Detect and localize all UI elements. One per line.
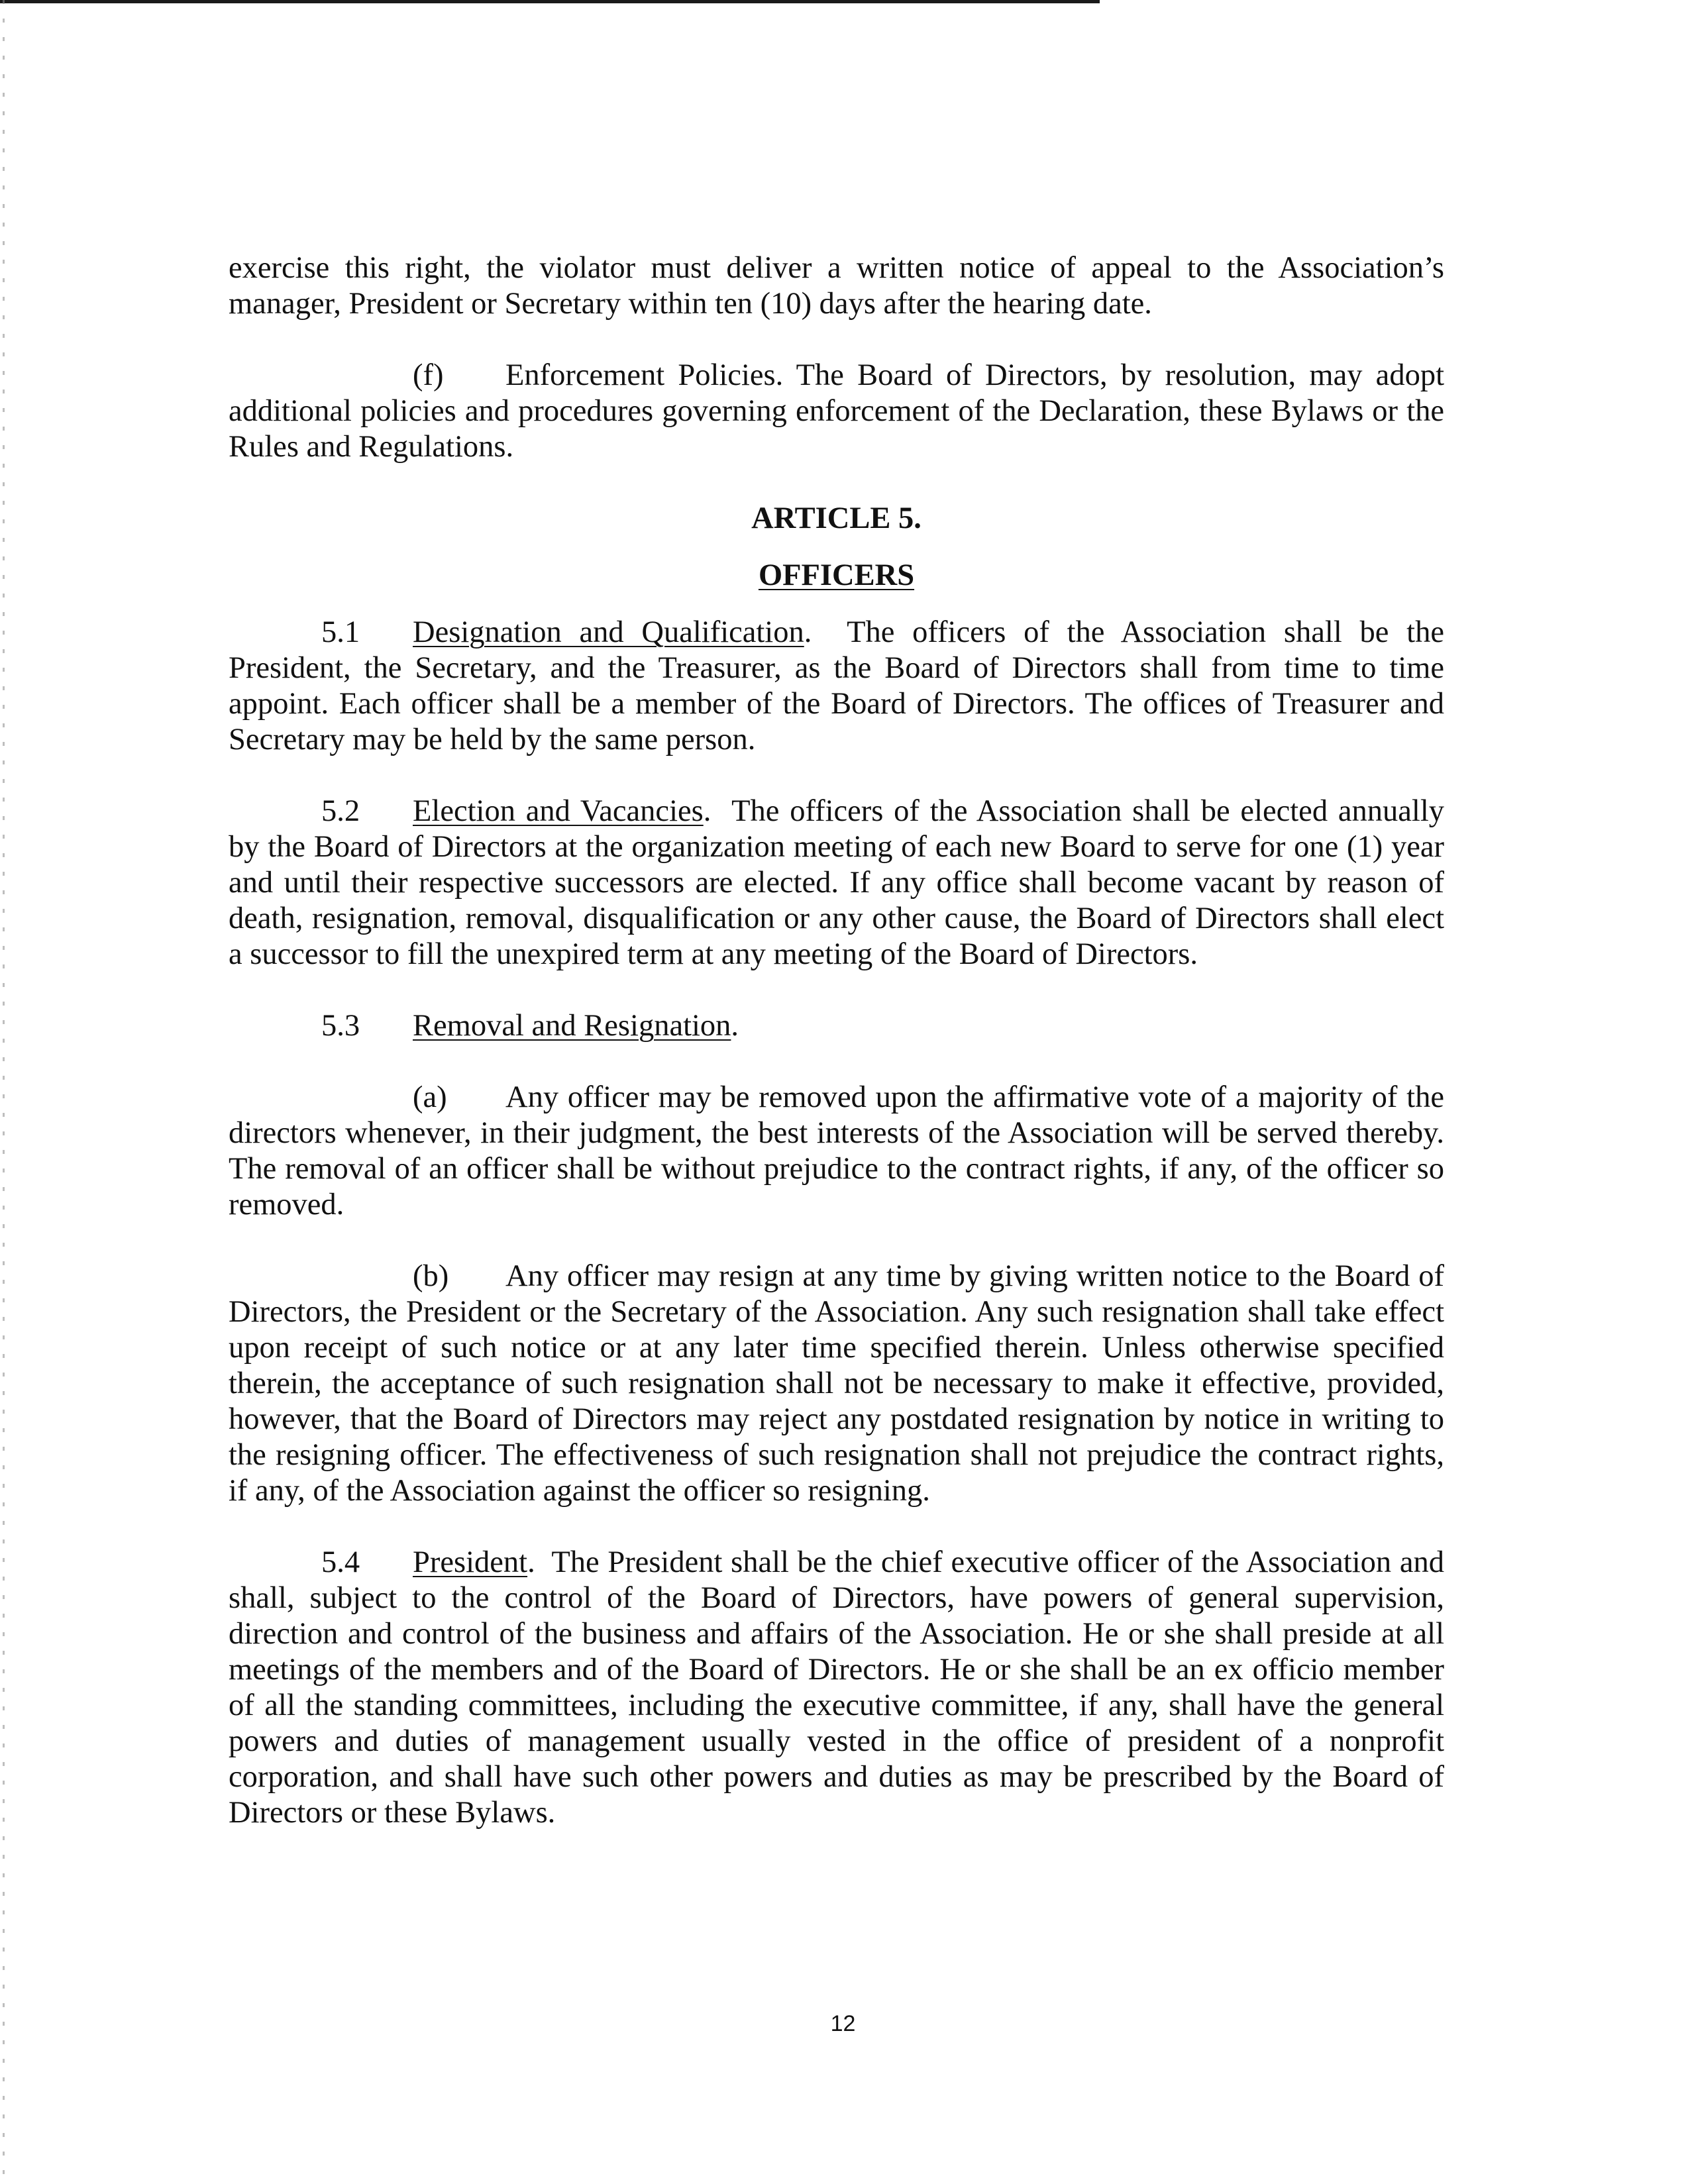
section-5-2-text: The officers of the Association shall be elected annually by the Board of Directors at the organization meeting of each new Board to serve for one (1) year and until their respective successors are elected. If any office shall become vacant by reason of death, resignation, removal, disqualification or any other cause, the Board of Directors shall elect a successor to fill the unexpired term at any meeting of the Board of Directors. xyxy=(229,794,1444,971)
section-5-1-title: Designation and Qualification xyxy=(413,615,804,649)
section-5-4-title: President xyxy=(413,1545,528,1579)
paragraph-f-label: (f) xyxy=(413,358,444,392)
subsection-b xyxy=(229,1259,1444,1509)
scan-left-edge xyxy=(3,0,5,2184)
intro-paragraph: exercise this right, the violator must deliver a written notice of appeal to the Association’s manager, President or Secretary within ten (10) days after the hearing date. xyxy=(229,251,1444,321)
top-border-line xyxy=(0,0,1100,3)
article-number: ARTICLE 5. xyxy=(751,501,922,535)
article-title xyxy=(229,558,1444,594)
subsection-b-label: (b) xyxy=(413,1259,449,1293)
section-5-4-number: 5.4 xyxy=(321,1545,360,1579)
subsection-a-text: Any officer may be removed upon the affirmative vote of a majority of the directors whenever, in their judgment, the best interests of the Association will be served thereby. The removal of an officer shall be without prejudice to the contract rights, if any, of the officer so removed. xyxy=(229,1080,1444,1222)
section-5-1: 5.1 Designation and Qualification. The officers of the Association shall be the President, the Secretary, and the Treasurer, as the Board of Directors shall from time to time appoint. Each officer shall be a member of the Board of Directors. The offices of Treasurer and Secretary may be held by the same person. xyxy=(229,615,1444,756)
section-5-4-text: The President shall be the chief executive officer of the Association and shall, subject to the control of the Board of Directors, have powers of general supervision, direction and control of the business and affairs of the Association. He or she shall preside at all meetings of the members and of the Board of Directors. He or she shall be an ex officio member of all the standing committees, including the executive committee, if any, shall have the general powers and duties of management usually vested in the office of president of a nonprofit corporation, and shall have such other powers and duties as may be prescribed by the Board of Directors or these Bylaws. xyxy=(229,1545,1444,1830)
article-title-text: OFFICERS xyxy=(758,558,915,592)
paragraph-f-text: Enforcement Policies. The Board of Directors, by resolution, may adopt additional policies and procedures governing enforcement of the Declaration, these Bylaws or the Rules and Regulations. xyxy=(229,358,1444,464)
paragraph-f xyxy=(229,358,1444,465)
section-5-3: 5.3 Removal and Resignation. xyxy=(321,1009,739,1043)
section-5-3-number: 5.3 xyxy=(321,1009,360,1043)
subsection-a xyxy=(229,1080,1444,1223)
subsection-a-label: (a) xyxy=(413,1080,447,1114)
subsection-b-text: Any officer may resign at any time by giving written notice to the Board of Directors, the President or the Secretary of the Association. Any such resignation shall take effect upon receipt of such notice or at any later time specified therein. Unless otherwise specified therein, the acceptance of such resignation shall not be necessary to make it effective, provided, however, that the Board of Directors may reject any postdated resignation by notice in writing to the resigning officer. The effectiveness of such resignation shall not prejudice the contract rights, if any, of the Association against the officer so resigning. xyxy=(229,1259,1444,1508)
section-5-1-text: The officers of the Association shall be the President, the Secretary, and the Treasurer, as the Board of Directors shall from time to time appoint. Each officer shall be a member of the Board of Directors. The offices of Treasurer and Secretary may be held by the same person. xyxy=(229,615,1444,756)
section-5-4: 5.4 President. The President shall be the chief executive officer of the Association and shall, subject to the control of the Board of Directors, have powers of general supervision, direction and control of the business and affairs of the Association. He or she shall preside at all meetings of the members and of the Board of Directors. He or she shall be an ex officio member of all the standing committees, including the executive committee, if any, shall have the general powers and duties of management usually vested in the office of president of a nonprofit corporation, and shall have such other powers and duties as may be prescribed by the Board of Directors or these Bylaws. xyxy=(229,1545,1444,1830)
page-number: 12 xyxy=(830,2011,856,2036)
section-5-2-title: Election and Vacancies xyxy=(413,794,704,828)
section-5-1-number: 5.1 xyxy=(321,615,360,649)
section-5-2-number: 5.2 xyxy=(321,794,360,828)
document-body xyxy=(229,250,1444,1831)
section-5-2: 5.2 Election and Vacancies. The officers of the Association shall be elected annually by the Board of Directors at the organization meeting of each new Board to serve for one (1) year and until their respective successors are elected. If any office shall become vacant by reason of death, resignation, removal, disqualification or any other cause, the Board of Directors shall elect a successor to fill the unexpired term at any meeting of the Board of Directors. xyxy=(229,794,1444,971)
section-5-3-title: Removal and Resignation xyxy=(413,1009,731,1043)
